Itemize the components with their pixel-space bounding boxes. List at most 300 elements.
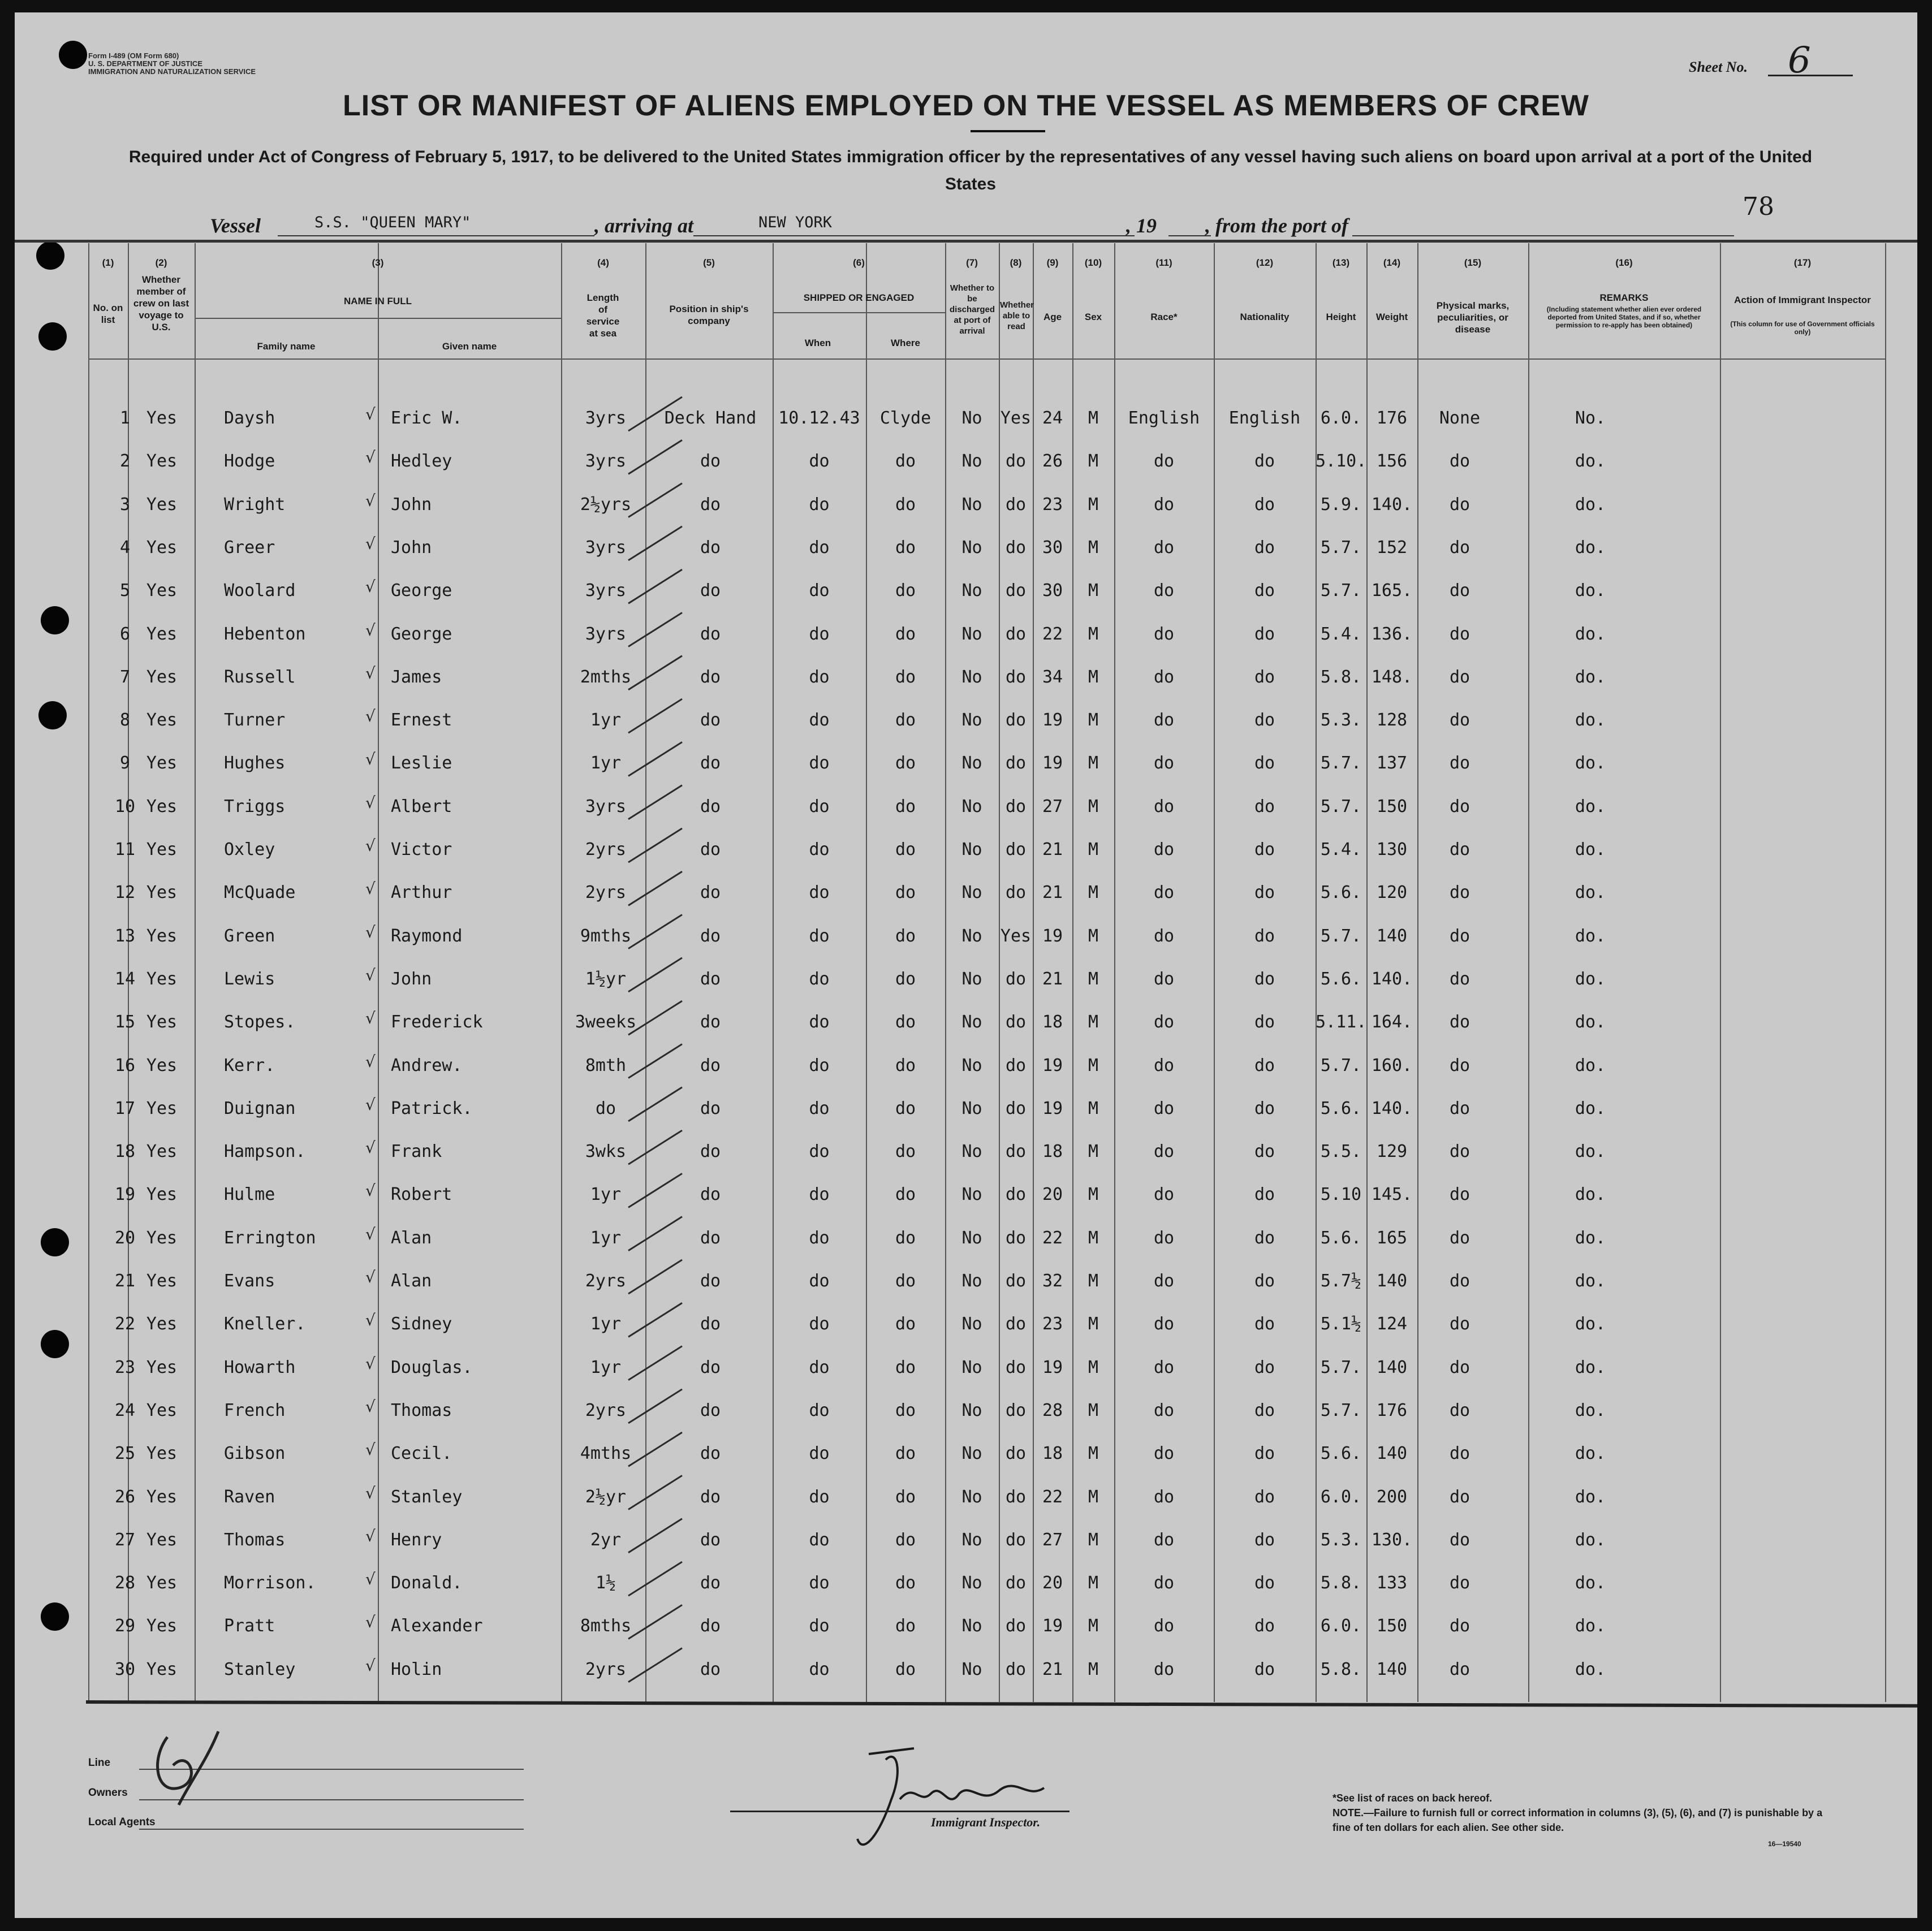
row-family-name: Raven <box>224 1487 275 1507</box>
row-shipped-when: do <box>809 1573 830 1593</box>
row-length-service: 1yr <box>590 1185 622 1205</box>
row-discharged: No <box>961 1271 982 1291</box>
row-member-last-voyage: Yes <box>146 624 178 644</box>
row-remarks: do. <box>1575 581 1606 601</box>
row-physical-marks: do <box>1449 1185 1470 1205</box>
row-weight: 140 <box>1376 1659 1408 1679</box>
row-discharged: No <box>961 451 982 472</box>
col-num-17: (17) <box>1793 257 1812 268</box>
row-family-name: Wright <box>224 494 286 515</box>
arriving-label: , arriving at <box>594 214 694 237</box>
row-number: 27 <box>114 1530 136 1550</box>
row-length-service: 2½yrs <box>580 494 632 515</box>
row-discharged: No <box>961 840 982 859</box>
penalty-note: NOTE.—Failure to furnish full or correct information in columns (3), (5), (6), and (7) is punishable by a fine of ten dollars for each alien. See other side. <box>1332 1807 1823 1833</box>
row-given-name: James <box>391 667 442 687</box>
margin-number: 78 <box>1743 192 1774 221</box>
row-age: 23 <box>1042 1314 1063 1334</box>
sheet-label: Sheet No. <box>1689 59 1748 75</box>
row-family-name: Daysh <box>224 408 275 428</box>
col-num-12: (12) <box>1256 257 1274 268</box>
row-discharged: No <box>961 883 982 903</box>
row-number: 14 <box>114 969 136 989</box>
line-initial-mark <box>139 1726 269 1811</box>
row-sex: M <box>1088 1573 1099 1593</box>
row-given-name: Arthur <box>391 883 452 903</box>
col-num-9: (9) <box>1046 257 1059 268</box>
header-length-service: Length of service at sea <box>586 292 620 339</box>
row-able-read: Yes <box>1000 926 1032 946</box>
row-position: do <box>700 753 721 774</box>
row-physical-marks: do <box>1449 883 1470 903</box>
row-sex: M <box>1088 883 1099 903</box>
check-mark-icon: √ <box>365 1483 376 1502</box>
row-physical-marks: do <box>1449 1314 1470 1334</box>
row-nationality: do <box>1254 1444 1275 1464</box>
row-remarks: do. <box>1575 710 1606 731</box>
row-length-service: 1yr <box>590 1228 622 1248</box>
row-length-service: 1½ <box>595 1573 616 1593</box>
row-weight: 133 <box>1376 1573 1408 1593</box>
row-height: 5.6. <box>1320 883 1362 903</box>
row-age: 26 <box>1042 451 1063 472</box>
row-nationality: do <box>1254 581 1275 601</box>
check-mark-icon: √ <box>365 1095 376 1114</box>
row-discharged: No <box>961 1444 982 1464</box>
row-length-service: 2yrs <box>585 883 627 903</box>
row-able-read: do <box>1005 1444 1027 1464</box>
from-port-label: , from the port of <box>1205 214 1349 237</box>
row-weight: 145. <box>1371 1185 1413 1205</box>
row-height: 5.1½ <box>1320 1314 1362 1334</box>
row-family-name: Hughes <box>224 753 286 774</box>
row-able-read: do <box>1005 1616 1027 1636</box>
row-length-service: 1yr <box>590 1357 622 1377</box>
row-able-read: do <box>1005 494 1027 515</box>
row-nationality: do <box>1254 1573 1275 1593</box>
row-position: do <box>700 796 721 817</box>
row-height: 5.7. <box>1320 1055 1362 1075</box>
header-remarks-sub: (Including statement whether alien ever ordered deported from United States, and if so, whether permission to re-apply has been obtained) <box>1546 305 1702 329</box>
check-mark-icon: √ <box>365 1181 376 1200</box>
row-shipped-where: do <box>895 1573 916 1593</box>
row-age: 30 <box>1042 581 1063 601</box>
row-position: do <box>700 1314 721 1334</box>
row-family-name: Oxley <box>224 840 275 859</box>
row-given-name: Patrick. <box>391 1098 473 1118</box>
row-race: do <box>1153 1228 1175 1248</box>
row-member-last-voyage: Yes <box>146 1444 178 1464</box>
check-mark-icon: √ <box>365 707 376 726</box>
row-length-service: 1yr <box>590 1314 622 1334</box>
row-able-read: do <box>1005 753 1027 774</box>
row-nationality: do <box>1254 753 1275 774</box>
check-mark-icon: √ <box>365 836 376 855</box>
row-position: do <box>700 1098 721 1118</box>
row-weight: 140 <box>1376 1271 1408 1291</box>
row-discharged: No <box>961 1659 982 1679</box>
row-weight: 176 <box>1376 1400 1408 1420</box>
row-discharged: No <box>961 494 982 515</box>
row-remarks: do. <box>1575 840 1606 859</box>
row-position: do <box>700 710 721 731</box>
row-number: 13 <box>114 926 136 946</box>
row-nationality: do <box>1254 796 1275 817</box>
row-shipped-where: do <box>895 926 916 946</box>
row-height: 5.7½ <box>1320 1271 1362 1291</box>
row-race: do <box>1153 969 1175 989</box>
row-position: do <box>700 926 721 946</box>
row-sex: M <box>1088 840 1099 859</box>
row-weight: 165. <box>1371 581 1413 601</box>
row-shipped-where: do <box>895 1228 916 1248</box>
header-where: Where <box>891 338 920 348</box>
row-shipped-when: do <box>809 1098 830 1118</box>
row-age: 19 <box>1042 1055 1063 1075</box>
row-shipped-when: do <box>809 1616 830 1636</box>
row-sex: M <box>1088 1228 1099 1248</box>
header-physical: Physical marks, peculiarities, or disease <box>1436 300 1510 335</box>
row-sex: M <box>1088 1616 1099 1636</box>
row-height: 5.6. <box>1320 1444 1362 1464</box>
row-length-service: 1yr <box>590 753 622 774</box>
row-given-name: Victor <box>391 840 452 859</box>
row-sex: M <box>1088 1659 1099 1679</box>
header-nationality: Nationality <box>1240 312 1290 322</box>
row-weight: 150 <box>1376 1616 1408 1636</box>
row-race: do <box>1153 1487 1175 1507</box>
row-number: 10 <box>114 796 136 817</box>
row-height: 5.11. <box>1316 1012 1367 1033</box>
row-physical-marks: do <box>1449 1357 1470 1377</box>
row-able-read: do <box>1005 796 1027 817</box>
row-race: do <box>1153 1530 1175 1550</box>
row-shipped-where: do <box>895 1659 916 1679</box>
col-num-14: (14) <box>1383 257 1401 268</box>
row-number: 12 <box>114 883 136 903</box>
row-sex: M <box>1088 494 1099 515</box>
row-height: 5.4. <box>1320 624 1362 644</box>
row-length-service: 8mth <box>585 1055 627 1075</box>
row-race: do <box>1153 840 1175 859</box>
row-age: 20 <box>1042 1573 1063 1593</box>
row-height: 5.10 <box>1320 1185 1362 1205</box>
sheet-number: 6 <box>1788 40 1811 81</box>
row-discharged: No <box>961 408 982 428</box>
row-given-name: Alexander <box>391 1616 483 1636</box>
row-family-name: Hodge <box>224 451 275 472</box>
row-number: 2 <box>119 451 131 472</box>
row-physical-marks: do <box>1449 1400 1470 1420</box>
row-position: do <box>700 1573 721 1593</box>
row-race: do <box>1153 451 1175 472</box>
row-position: do <box>700 1530 721 1550</box>
row-height: 5.3. <box>1320 1530 1362 1550</box>
row-physical-marks: None <box>1439 408 1481 428</box>
row-weight: 176 <box>1376 408 1408 428</box>
row-remarks: do. <box>1575 1055 1606 1075</box>
row-race: do <box>1153 1185 1175 1205</box>
vessel-label: Vessel <box>210 214 261 237</box>
row-remarks: do. <box>1575 1185 1606 1205</box>
row-physical-marks: do <box>1449 1055 1470 1075</box>
row-remarks: do. <box>1575 1616 1606 1636</box>
row-length-service: do <box>595 1098 616 1118</box>
row-given-name: Donald. <box>391 1573 463 1593</box>
row-able-read: do <box>1005 1314 1027 1334</box>
row-nationality: do <box>1254 1487 1275 1507</box>
row-physical-marks: do <box>1449 796 1470 817</box>
row-member-last-voyage: Yes <box>146 1098 178 1118</box>
row-remarks: do. <box>1575 1142 1606 1162</box>
agents-underline <box>139 1829 524 1830</box>
row-shipped-when: do <box>809 581 830 601</box>
row-member-last-voyage: Yes <box>146 1659 178 1679</box>
row-height: 5.7. <box>1320 537 1362 558</box>
row-nationality: do <box>1254 451 1275 472</box>
row-shipped-when: do <box>809 624 830 644</box>
row-position: do <box>700 969 721 989</box>
row-member-last-voyage: Yes <box>146 581 178 601</box>
row-shipped-when: do <box>809 1228 830 1248</box>
row-physical-marks: do <box>1449 926 1470 946</box>
check-mark-icon: √ <box>365 491 376 510</box>
row-race: do <box>1153 710 1175 731</box>
row-number: 26 <box>114 1487 136 1507</box>
row-physical-marks: do <box>1449 1530 1470 1550</box>
page-title: LIST OR MANIFEST OF ALIENS EMPLOYED ON THE VESSEL AS MEMBERS OF CREW <box>343 89 1589 122</box>
row-nationality: do <box>1254 710 1275 731</box>
row-member-last-voyage: Yes <box>146 1228 178 1248</box>
col-num-1: (1) <box>102 257 114 268</box>
row-sex: M <box>1088 667 1099 687</box>
row-length-service: 2yrs <box>585 840 627 859</box>
row-able-read: do <box>1005 840 1027 859</box>
row-number: 28 <box>114 1573 136 1593</box>
row-number: 7 <box>119 667 131 687</box>
row-age: 22 <box>1042 1228 1063 1248</box>
row-family-name: Stopes. <box>224 1012 296 1033</box>
row-number: 8 <box>119 710 131 731</box>
check-mark-icon: √ <box>365 965 376 984</box>
row-weight: 140 <box>1376 1357 1408 1377</box>
row-given-name: Raymond <box>391 926 463 946</box>
row-remarks: do. <box>1575 667 1606 687</box>
row-given-name: Robert <box>391 1185 452 1205</box>
row-race: do <box>1153 796 1175 817</box>
row-number: 22 <box>114 1314 136 1334</box>
row-discharged: No <box>961 1573 982 1593</box>
row-remarks: do. <box>1575 1444 1606 1464</box>
inspector-signature <box>801 1737 1072 1867</box>
row-nationality: do <box>1254 1314 1275 1334</box>
form-number: Form I-489 (OM Form 680) <box>88 51 179 60</box>
row-discharged: No <box>961 1400 982 1420</box>
row-age: 22 <box>1042 1487 1063 1507</box>
check-mark-icon: √ <box>365 1268 376 1286</box>
row-nationality: do <box>1254 1012 1275 1033</box>
row-nationality: do <box>1254 494 1275 515</box>
row-weight: 164. <box>1371 1012 1413 1033</box>
row-sex: M <box>1088 1185 1099 1205</box>
row-position: do <box>700 451 721 472</box>
row-height: 6.0. <box>1320 1616 1362 1636</box>
row-height: 5.7. <box>1320 1357 1362 1377</box>
row-race: do <box>1153 1357 1175 1377</box>
row-shipped-where: do <box>895 1444 916 1464</box>
row-age: 23 <box>1042 494 1063 515</box>
check-mark-icon: √ <box>365 879 376 898</box>
row-age: 24 <box>1042 408 1063 428</box>
row-remarks: do. <box>1575 753 1606 774</box>
row-shipped-when: do <box>809 494 830 515</box>
row-shipped-where: do <box>895 883 916 903</box>
col-num-11: (11) <box>1155 257 1172 268</box>
row-number: 5 <box>119 581 131 601</box>
row-length-service: 2mths <box>580 667 632 687</box>
row-position: do <box>700 1400 721 1420</box>
row-discharged: No <box>961 1616 982 1636</box>
row-given-name: Andrew. <box>391 1055 463 1075</box>
row-able-read: do <box>1005 883 1027 903</box>
row-physical-marks: do <box>1449 1444 1470 1464</box>
row-race: do <box>1153 1098 1175 1118</box>
row-shipped-when: do <box>809 840 830 859</box>
row-shipped-where: do <box>895 1400 916 1420</box>
row-position: do <box>700 840 721 859</box>
row-shipped-when: do <box>809 1444 830 1464</box>
header-age: Age <box>1043 312 1062 322</box>
row-physical-marks: do <box>1449 1616 1470 1636</box>
row-member-last-voyage: Yes <box>146 537 178 558</box>
row-weight: 156 <box>1376 451 1408 472</box>
col-num-2: (2) <box>155 257 167 268</box>
row-shipped-where: do <box>895 753 916 774</box>
row-physical-marks: do <box>1449 537 1470 558</box>
row-height: 5.6. <box>1320 1228 1362 1248</box>
row-family-name: McQuade <box>224 883 296 903</box>
row-discharged: No <box>961 537 982 558</box>
row-given-name: Sidney <box>391 1314 452 1334</box>
row-able-read: do <box>1005 1098 1027 1118</box>
row-physical-marks: do <box>1449 494 1470 515</box>
check-mark-icon: √ <box>365 620 376 640</box>
row-physical-marks: do <box>1449 1271 1470 1291</box>
row-physical-marks: do <box>1449 1228 1470 1248</box>
check-mark-icon: √ <box>365 1440 376 1459</box>
row-age: 32 <box>1042 1271 1063 1291</box>
row-length-service: 1½yr <box>585 969 627 989</box>
header-able-read: Whether able to read <box>1000 300 1034 331</box>
row-number: 17 <box>114 1098 136 1118</box>
header-name-in-full: NAME IN FULL <box>344 296 412 306</box>
row-sex: M <box>1088 1271 1099 1291</box>
row-race: do <box>1153 1271 1175 1291</box>
row-nationality: do <box>1254 1142 1275 1162</box>
row-family-name: Triggs <box>224 796 286 817</box>
year-label: , 19 <box>1126 214 1157 237</box>
row-shipped-where: do <box>895 1271 916 1291</box>
row-family-name: Turner <box>224 710 286 731</box>
row-remarks: do. <box>1575 1530 1606 1550</box>
row-number: 20 <box>114 1228 136 1248</box>
row-nationality: do <box>1254 537 1275 558</box>
row-position: do <box>700 1012 721 1033</box>
row-member-last-voyage: Yes <box>146 710 178 731</box>
row-remarks: do. <box>1575 494 1606 515</box>
row-number: 1 <box>119 408 131 428</box>
row-race: do <box>1153 667 1175 687</box>
row-race: English <box>1128 408 1200 428</box>
row-remarks: do. <box>1575 1098 1606 1118</box>
row-weight: 200 <box>1376 1487 1408 1507</box>
row-member-last-voyage: Yes <box>146 1616 178 1636</box>
row-height: 5.6. <box>1320 969 1362 989</box>
row-length-service: 2yrs <box>585 1400 627 1420</box>
row-able-read: do <box>1005 581 1027 601</box>
row-position: do <box>700 1659 721 1679</box>
row-sex: M <box>1088 1530 1099 1550</box>
row-number: 25 <box>114 1444 136 1464</box>
row-member-last-voyage: Yes <box>146 408 178 428</box>
arrival-port: NEW YORK <box>758 214 833 231</box>
row-discharged: No <box>961 1185 982 1205</box>
row-number: 9 <box>119 753 131 774</box>
col-num-16: (16) <box>1615 257 1633 268</box>
row-age: 18 <box>1042 1012 1063 1033</box>
races-note: *See list of races on back hereof. <box>1332 1792 1493 1804</box>
row-nationality: do <box>1254 926 1275 946</box>
page-subtitle: Required under Act of Congress of February 5, 1917, to be delivered to the United States immigration officer by the representatives of any vessel having such aliens on board upon arrival at a port of the United States <box>128 148 1813 193</box>
row-able-read: do <box>1005 1659 1027 1679</box>
row-remarks: do. <box>1575 1271 1606 1291</box>
local-agents-label: Local Agents <box>88 1816 156 1828</box>
row-number: 4 <box>119 537 131 558</box>
row-height: 5.3. <box>1320 710 1362 731</box>
row-race: do <box>1153 1142 1175 1162</box>
row-height: 5.8. <box>1320 667 1362 687</box>
row-able-read: do <box>1005 1012 1027 1033</box>
header-sex: Sex <box>1084 312 1102 322</box>
service-strike-marks <box>15 12 1917 1709</box>
row-physical-marks: do <box>1449 581 1470 601</box>
row-given-name: Hedley <box>391 451 452 472</box>
check-mark-icon: √ <box>365 577 376 597</box>
row-race: do <box>1153 1012 1175 1033</box>
row-physical-marks: do <box>1449 753 1470 774</box>
row-nationality: do <box>1254 1530 1275 1550</box>
row-race: do <box>1153 1616 1175 1636</box>
check-mark-icon: √ <box>365 1009 376 1028</box>
row-member-last-voyage: Yes <box>146 451 178 472</box>
row-able-read: do <box>1005 1573 1027 1593</box>
row-able-read: do <box>1005 1055 1027 1075</box>
row-race: do <box>1153 926 1175 946</box>
row-position: do <box>700 1487 721 1507</box>
row-remarks: do. <box>1575 1357 1606 1377</box>
row-shipped-when: do <box>809 1055 830 1075</box>
row-shipped-when: do <box>809 1400 830 1420</box>
row-family-name: Kneller. <box>224 1314 306 1334</box>
header-shipped-engaged: SHIPPED OR ENGAGED <box>803 292 915 303</box>
row-family-name: Kerr. <box>224 1055 275 1075</box>
header-height: Height <box>1326 312 1356 322</box>
row-length-service: 3yrs <box>585 796 627 817</box>
row-given-name: Douglas. <box>391 1357 473 1377</box>
check-mark-icon: √ <box>365 1224 376 1243</box>
row-member-last-voyage: Yes <box>146 1530 178 1550</box>
row-able-read: do <box>1005 969 1027 989</box>
